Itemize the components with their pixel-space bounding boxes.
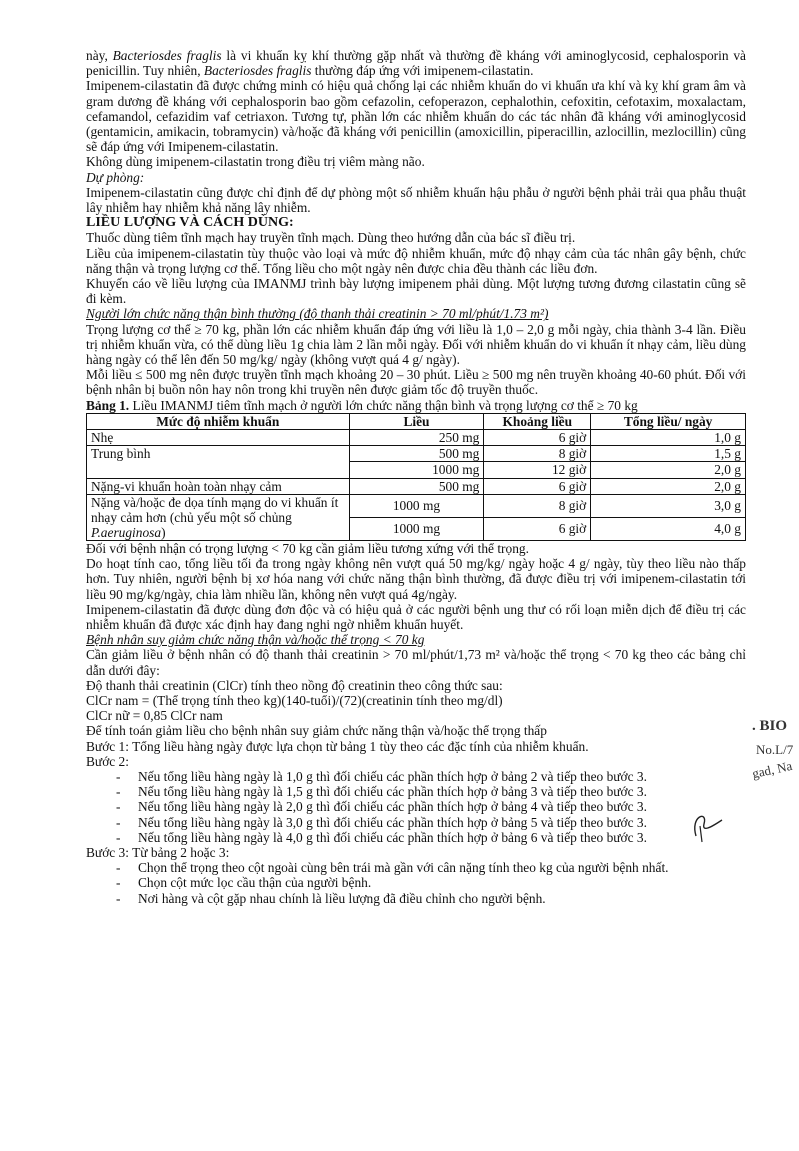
list-item: - Nơi hàng và cột gặp nhau chính là liều lượng đã điều chỉnh cho người bệnh. bbox=[116, 891, 746, 906]
table-header: Mức độ nhiễm khuẩn bbox=[87, 413, 350, 429]
list-item: - Chọn thể trọng theo cột ngoài cùng bên trái mà gần với cân nặng tính theo kg của người bệnh nhất. bbox=[116, 860, 746, 875]
table-cell: 500 mg bbox=[349, 478, 484, 494]
table-cell: 12 giờ bbox=[484, 462, 591, 478]
table-cell: 1000 mg bbox=[349, 517, 484, 540]
renal-impairment-title: Bệnh nhân suy giảm chức năng thận và/hoặc thể trọng < 70 kg bbox=[86, 632, 425, 648]
prophylaxis-text: Imipenem-cilastatin cũng được chỉ định để dự phòng một số nhiễm khuẩn hậu phẫu ở người bệnh phải trải qua phẫu thuật lây nhiễm hay nhiễm khả năng lây nhiễm. bbox=[86, 184, 746, 216]
table-header: Khoảng liều bbox=[484, 413, 591, 429]
renal-paragraph-3: Để tính toán giảm liều cho bệnh nhân suy giảm chức năng thận và/hoặc thể trọng thấp bbox=[86, 723, 547, 739]
table-row bbox=[87, 430, 746, 446]
table-cell: Trung bình bbox=[87, 446, 350, 478]
adult-paragraph-1: Trọng lượng cơ thể ≥ 70 kg, phần lớn các nhiễm khuẩn đáp ứng với liều là 1,0 – 2,0 g mỗi ngày, chia thành 3-4 lần. Điều trị nhiễm khuẩn vừa, có thể dùng liều 1g chia làm 2 lần mỗi ngày. Đối với nhiễm khuẩn do vi khuẩn ít nhạy cảm, liều dùng hàng ngày có thể lên đến 50 mg/kg/ ngày (không vượt quá 4 g/ ngày). bbox=[86, 321, 746, 368]
table-cell: 6 giờ bbox=[484, 478, 591, 494]
table-row bbox=[87, 494, 746, 517]
table-cell: 8 giờ bbox=[484, 494, 591, 517]
margin-stamp-text: No.L/7 bbox=[756, 742, 794, 757]
list-item: - Nếu tổng liều hàng ngày là 4,0 g thì đối chiếu các phần thích hợp ở bảng 6 và tiếp theo bước 3. bbox=[116, 830, 746, 845]
formula-female: ClCr nữ = 0,85 ClCr nam bbox=[86, 708, 223, 724]
table-row bbox=[87, 446, 746, 462]
paragraph-bacteroides: này, Bacteriosdes fraglis là vi khuẩn kỵ khí thường gặp nhất và thường đề kháng với aminoglycosid, cephalosporin và penicillin. Tuy nhiên, Bacteriosdes fraglis thường đáp ứng với imipenem-cilastatin. bbox=[86, 48, 746, 79]
table-cell: 1000 mg bbox=[349, 462, 484, 478]
after-table-paragraph-2: Do hoạt tính cao, tổng liều tối đa trong ngày không nên vượt quá 50 mg/kg/ ngày hoặc 4 g/ ngày, tùy theo liều nào thấp hơn. Tuy nhiên, người bệnh bị xơ hóa nang với chức năng thận bình thường, đã được điều trị với imipenem-cilastatin tới liều 90 mg/kg/ngày, chia làm nhiều lần, không nên vượt quá 4g/ngày. bbox=[86, 556, 746, 602]
margin-stamp-text: gad, Na bbox=[750, 757, 794, 782]
step-1: Bước 1: Tổng liều hàng ngày được lựa chọn từ bảng 1 tùy theo các đặc tính của nhiễm khuẩn. bbox=[86, 738, 589, 754]
step-2: Bước 2: bbox=[86, 753, 129, 769]
step-3-list bbox=[86, 860, 746, 906]
table-row bbox=[87, 478, 746, 494]
table-header: Liều bbox=[349, 413, 484, 429]
signature-mark bbox=[686, 806, 726, 846]
adult-paragraph-2: Mỗi liều ≤ 500 mg nên được truyền tĩnh mạch khoảng 20 – 30 phút. Liều ≥ 500 mg nên truyền khoảng 40-60 phút. Đối với bệnh nhân bị buồn nôn hay nôn trong khi truyền nên được giảm tốc độ truyền thuốc. bbox=[86, 367, 746, 398]
table-cell: 6 giờ bbox=[484, 430, 591, 446]
table-header-row bbox=[87, 413, 746, 429]
table-header: Tổng liều/ ngày bbox=[591, 413, 746, 429]
list-item: - Nếu tổng liều hàng ngày là 2,0 g thì đối chiếu các phần thích hợp ở bảng 4 và tiếp theo bước 3. bbox=[116, 799, 746, 814]
table-cell: 1,5 g bbox=[591, 446, 746, 462]
formula-male: ClCr nam = (Thể trọng tính theo kg)(140-tuổi)/(72)(creatinin tính theo mg/dl) bbox=[86, 692, 503, 708]
table-cell: Nặng và/hoặc đe dọa tính mạng do vi khuẩn ít nhạy cảm hơn (chủ yếu một số chủng P.aeruginosa) bbox=[87, 494, 350, 540]
table1-caption: Bảng 1. Liều IMANMJ tiêm tĩnh mạch ở người lớn chức năng thận bình và trọng lượng cơ thể ≥ 70 kg bbox=[86, 397, 638, 413]
dosage-heading: LIỀU LƯỢNG VÀ CÁCH DÙNG: bbox=[86, 215, 294, 231]
table-cell: 4,0 g bbox=[591, 517, 746, 540]
list-item: - Chọn cột mức lọc cầu thận của người bệnh. bbox=[116, 875, 746, 890]
table-cell: 6 giờ bbox=[484, 517, 591, 540]
paragraph-meningitis: Không dùng imipenem-cilastatin trong điều trị viêm màng não. bbox=[86, 154, 425, 170]
table-cell: 8 giờ bbox=[484, 446, 591, 462]
after-table-paragraph-1: Đối với bệnh nhận có trọng lượng < 70 kg cần giảm liều tương xứng với thể trọng. bbox=[86, 540, 529, 556]
dosage-paragraph-2: Liều của imipenem-cilastatin tùy thuộc vào loại và mức độ nhiễm khuẩn, mức độ nhạy cảm của tác nhân gây bệnh, chức năng thận và trọng lượng cơ thể. Tổng liều cho một ngày nên được chia đều thành các liều đơn. bbox=[86, 245, 746, 276]
table-cell: Nặng-vi khuẩn hoàn toàn nhạy cảm bbox=[87, 478, 350, 494]
table-cell: 1000 mg bbox=[349, 494, 484, 517]
step-2-list bbox=[86, 769, 746, 845]
table-cell: 1,0 g bbox=[591, 430, 746, 446]
dosage-paragraph-1: Thuốc dùng tiêm tĩnh mạch hay truyền tĩnh mạch. Dùng theo hướng dẫn của bác sĩ điều trị. bbox=[86, 230, 576, 246]
prophylaxis-title: Dự phòng: bbox=[86, 169, 145, 185]
table-cell: 2,0 g bbox=[591, 462, 746, 478]
margin-stamp-text: . BIO bbox=[752, 718, 788, 734]
after-table-paragraph-3: Imipenem-cilastatin đã được dùng đơn độc và có hiệu quả ở các người bệnh ung thư có rối loạn miễn dịch để điều trị các nhiễm khuẩn đã được xác định hay đang nghi ngờ nhiễm khuẩn huyết. bbox=[86, 601, 746, 632]
paragraph-efficacy: Imipenem-cilastatin đã được chứng minh có hiệu quả chống lại các nhiễm khuẩn do vi khuẩn ưa khí và kỵ khí gram âm và gram dương đề kháng với cephalosporin bao gồm cefazolin, cefoperazon, cephalothin, cefoxitin, cefotaxim, moxalactam, cefamandol, cefazidim vaf cetriaxon. Tương tự, phần lớn các nhiễm khuẩn do các tác nhân đã kháng với aminoglycosid (gentamicin, amikacin, tobramycin) và/hoặc đã kháng với penicillin (amoxicillin, piperacillin, azlocillin, mezlocillin) cũng sẽ đáp ứng với Imipenem-cilastatin. bbox=[86, 78, 746, 155]
table-cell: 250 mg bbox=[349, 430, 484, 446]
table-cell: 500 mg bbox=[349, 446, 484, 462]
table-cell: Nhẹ bbox=[87, 430, 350, 446]
list-item: - Nếu tổng liều hàng ngày là 3,0 g thì đối chiếu các phần thích hợp ở bảng 5 và tiếp theo bước 3. bbox=[116, 815, 746, 830]
table-cell: 3,0 g bbox=[591, 494, 746, 517]
step-3: Bước 3: Từ bảng 2 hoặc 3: bbox=[86, 844, 230, 860]
dosage-table-1 bbox=[86, 413, 746, 541]
renal-paragraph-1: Cần giảm liều ở bệnh nhân có độ thanh thải creatinin > 70 ml/phút/1,73 m² và/hoặc thể trọng < 70 kg theo các bảng chỉ dẫn dưới đây: bbox=[86, 647, 746, 678]
dosage-paragraph-3: Khuyến cáo về liều lượng của IMANMJ trình bày lượng imipenem phải dùng. Một lượng tương đương cilastatin cũng sẽ đi kèm. bbox=[86, 276, 746, 307]
table-cell: 2,0 g bbox=[591, 478, 746, 494]
list-item: - Nếu tổng liều hàng ngày là 1,5 g thì đối chiếu các phần thích hợp ở bảng 3 và tiếp theo bước 3. bbox=[116, 784, 746, 799]
renal-paragraph-2: Độ thanh thải creatinin (ClCr) tính theo nồng độ creatinin theo công thức sau: bbox=[86, 677, 503, 693]
adult-normal-renal-title: Người lớn chức năng thận bình thường (độ thanh thải creatinin > 70 ml/phút/1.73 m²) bbox=[86, 306, 549, 322]
document-page bbox=[86, 48, 746, 906]
list-item: - Nếu tổng liều hàng ngày là 1,0 g thì đối chiếu các phần thích hợp ở bảng 2 và tiếp theo bước 3. bbox=[116, 769, 746, 784]
